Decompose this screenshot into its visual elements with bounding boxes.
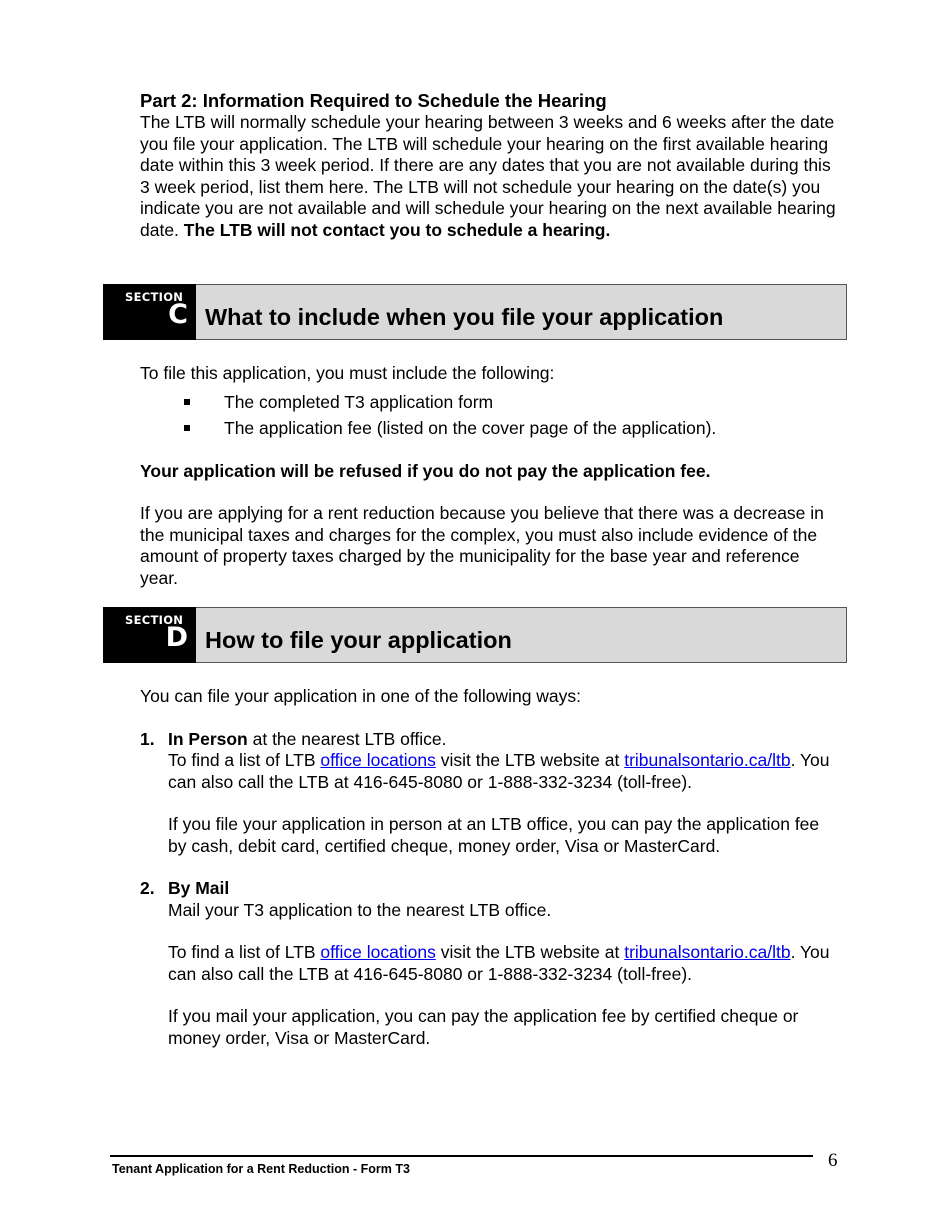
- section-c-bullet-list: [140, 389, 840, 441]
- item-find-text: [168, 750, 840, 793]
- item-number: 1.: [140, 728, 155, 749]
- section-c-intro: To file this application, you must include the following:: [140, 363, 555, 383]
- part2-body-bold: The LTB will not contact you to schedule a hearing.: [183, 219, 611, 240]
- text-fragment: visit the LTB website at: [435, 750, 625, 770]
- part2-body: [140, 112, 840, 241]
- list-item: [140, 415, 840, 441]
- bullet-square-icon: [184, 399, 190, 405]
- footer-rule: [110, 1155, 813, 1157]
- list-item: [140, 389, 840, 415]
- text-fragment: visit the LTB website at: [435, 942, 625, 962]
- footer-form-title: Tenant Application for a Rent Reduction - Form T3: [112, 1162, 410, 1176]
- text-fragment: To find a list of LTB: [168, 750, 321, 770]
- tribunals-ontario-link[interactable]: tribunalsontario.ca/ltb: [624, 750, 791, 770]
- item-body: [168, 878, 840, 1049]
- section-c-content: [140, 363, 840, 589]
- office-locations-link[interactable]: office locations: [320, 750, 436, 770]
- list-item-text: The completed T3 application form: [224, 391, 494, 412]
- section-d-badge: [103, 607, 196, 663]
- section-c-title: What to include when you file your application: [205, 304, 724, 330]
- section-c-label: SECTION: [125, 290, 184, 304]
- text-fragment: To find a list of LTB: [168, 942, 321, 962]
- section-c-warning: Your application will be refused if you do not pay the application fee.: [140, 460, 711, 481]
- text-fragment: . You can also call the LTB at 416-645-8080 or 1-888-332-3234 (toll-free).: [168, 942, 830, 984]
- item-payment-text: If you file your application in person at an LTB office, you can pay the application fee by cash, debit card, certified cheque, money order, Visa or MasterCard.: [168, 814, 820, 856]
- item-find-text: [168, 942, 840, 985]
- part2-heading: Part 2: Information Required to Schedule the Hearing: [140, 90, 607, 111]
- part2-body-text: The LTB will normally schedule your hearing between 3 weeks and 6 weeks after the date you file your application. The LTB will schedule your hearing on the first available hearing date within this 3 week period. If there are any dates that you are not available during this 3 week period, list them here. The LTB will not schedule your hearing on the date(s) you indicate you are not available and will schedule your hearing on the next available hearing date.: [140, 112, 836, 240]
- office-locations-link[interactable]: office locations: [320, 942, 436, 962]
- item-payment-text: If you mail your application, you can pay the application fee by certified cheque or money order, Visa or MasterCard.: [168, 1006, 799, 1048]
- section-c-letter: C: [168, 299, 188, 330]
- section-c-badge: [103, 284, 196, 340]
- section-d-label: SECTION: [125, 613, 184, 627]
- list-item-text: The application fee (listed on the cover page of the application).: [224, 417, 717, 438]
- item-title-line: [168, 729, 840, 751]
- item-number: 2.: [140, 878, 155, 898]
- section-d-title: How to file your application: [205, 627, 512, 653]
- item-mail-text: Mail your T3 application to the nearest LTB office.: [168, 899, 552, 920]
- section-d-intro: You can file your application in one of the following ways:: [140, 686, 582, 706]
- method-by-mail: [140, 878, 840, 1049]
- section-d-header: [103, 607, 847, 663]
- section-c-paragraph: If you are applying for a rent reduction because you believe that there was a decrease in the municipal taxes and charges for the complex, you must also include evidence of the amount of property taxes charged by the municipality for the base year and reference year.: [140, 503, 824, 588]
- section-d-content: [140, 686, 840, 1049]
- page-number: 6: [828, 1150, 838, 1171]
- item-body: [168, 729, 840, 858]
- method-in-person: [140, 729, 840, 858]
- item-title: By Mail: [168, 878, 230, 898]
- section-d-letter: D: [165, 622, 188, 653]
- part2-block: [140, 90, 840, 241]
- tribunals-ontario-link[interactable]: tribunalsontario.ca/ltb: [624, 942, 791, 962]
- text-fragment: . You can also call the LTB at 416-645-8080 or 1-888-332-3234 (toll-free).: [168, 750, 830, 792]
- item-title: In Person: [168, 728, 248, 749]
- bullet-square-icon: [184, 425, 190, 431]
- item-title-rest: at the nearest LTB office.: [247, 728, 447, 749]
- section-c-header: [103, 284, 847, 340]
